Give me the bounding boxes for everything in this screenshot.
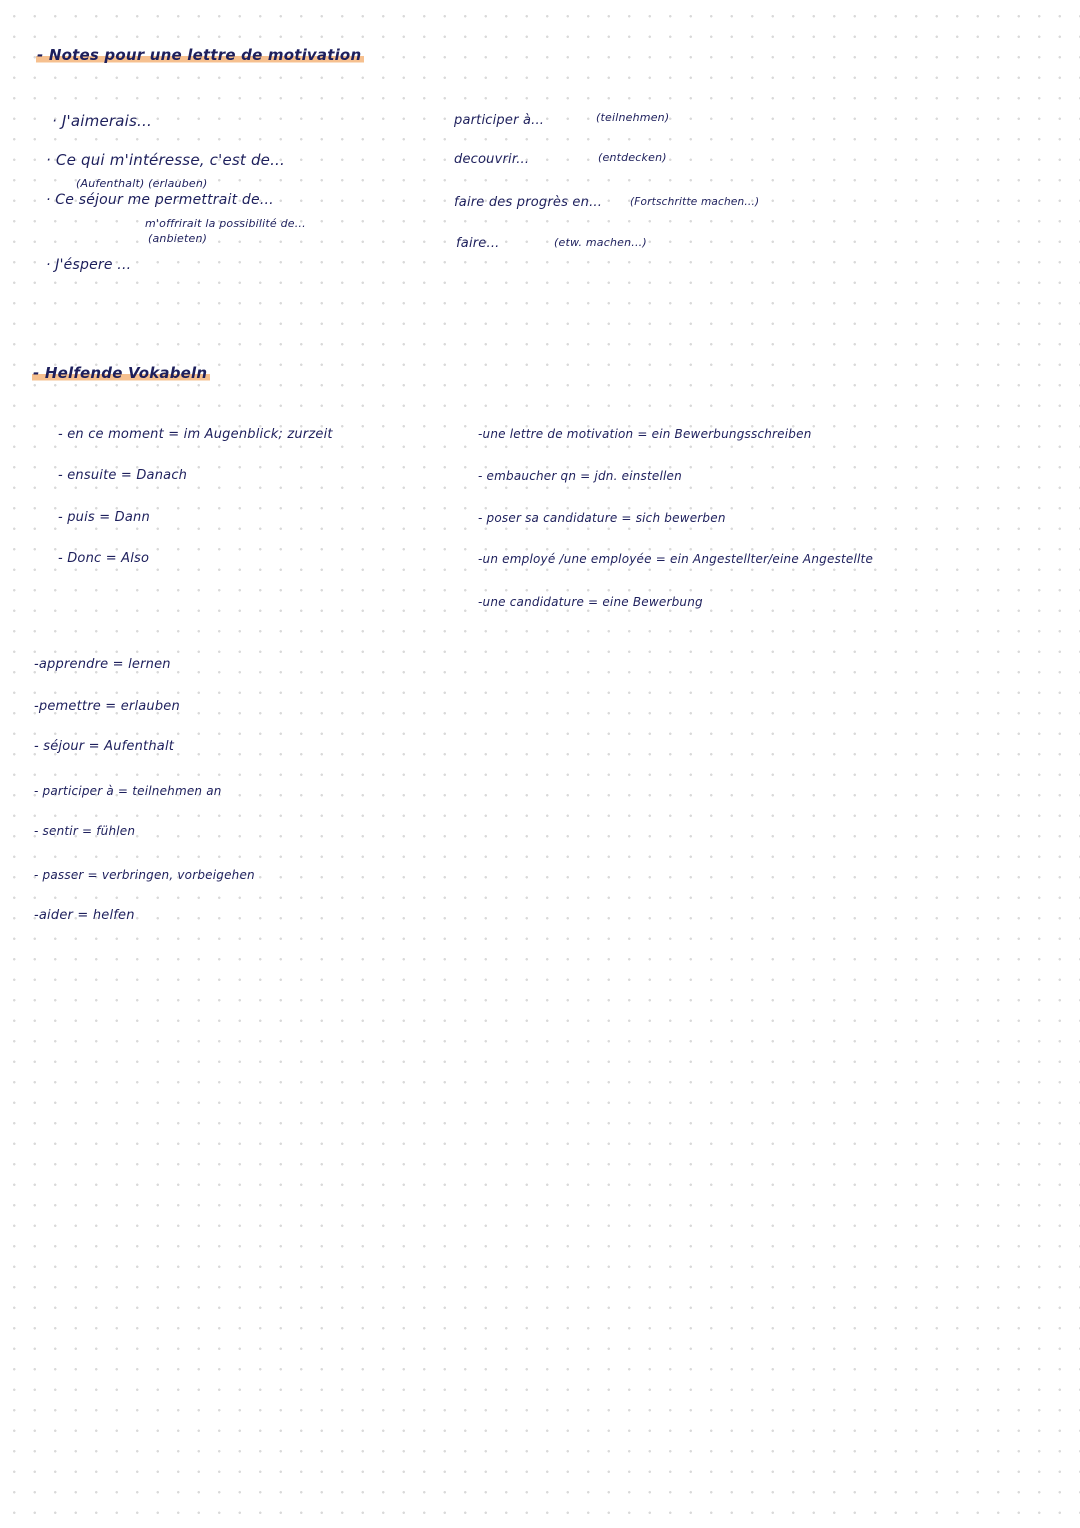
- gloss-etw-machen: (etw. machen...): [554, 236, 647, 249]
- gloss-entdecken: (entdecken): [598, 151, 667, 164]
- vocab-left-item: - Donc = Also: [58, 551, 150, 566]
- phrase-interesse: · Ce qui m'intéresse, c'est de...: [46, 151, 285, 169]
- phrase-espere: · J'éspere ...: [46, 257, 132, 273]
- vocab-right-item: -un employé /une employée = ein Angestellter/eine Angestellte: [478, 552, 874, 566]
- gloss-teilnehmen: (teilnehmen): [596, 111, 670, 124]
- phrase-offrirait: m'offrirait la possibilité de...: [145, 217, 306, 230]
- vocab-right-item: - poser sa candidature = sich bewerben: [478, 511, 726, 525]
- phrase-sejour: · Ce séjour me permettrait de...: [46, 192, 274, 208]
- phrase-decouvrir: decouvrir...: [454, 152, 530, 167]
- vocab-left-item: - puis = Dann: [58, 510, 150, 525]
- vocab-bottom-item: - sentir = fühlen: [34, 824, 136, 838]
- vocab-bottom-item: - séjour = Aufenthalt: [34, 739, 175, 754]
- vocab-heading: [32, 366, 210, 381]
- vocab-heading-text: - Helfende Vokabeln: [32, 364, 210, 382]
- vocab-bottom-item: -apprendre = lernen: [34, 657, 171, 672]
- vocab-bottom-item: - participer à = teilnehmen an: [34, 784, 222, 798]
- vocab-right-item: -une candidature = eine Bewerbung: [478, 595, 703, 609]
- gloss-anbieten: (anbieten): [148, 232, 208, 245]
- vocab-right-item: -une lettre de motivation = ein Bewerbungsschreiben: [478, 427, 812, 441]
- phrase-faire: faire...: [456, 236, 500, 251]
- phrase-aimerais: · J'aimerais...: [52, 112, 152, 130]
- phrase-participer: participer à...: [454, 113, 545, 128]
- notes-heading-text: - Notes pour une lettre de motivation: [36, 46, 364, 64]
- gloss-aufenthalt-erlauben: (Aufenthalt) (erlauben): [76, 177, 208, 190]
- vocab-right-item: - embaucher qn = jdn. einstellen: [478, 469, 682, 483]
- vocab-bottom-item: -pemettre = erlauben: [34, 699, 180, 714]
- vocab-bottom-item: -aider = helfen: [34, 908, 135, 923]
- vocab-bottom-item: - passer = verbringen, vorbeigehen: [34, 868, 255, 882]
- vocab-left-item: - ensuite = Danach: [58, 468, 188, 483]
- notes-heading: [36, 48, 364, 63]
- vocab-left-item: - en ce moment = im Augenblick; zurzeit: [58, 427, 333, 442]
- gloss-fortschritte: (Fortschritte machen...): [630, 196, 760, 208]
- phrase-progres: faire des progrès en...: [454, 195, 603, 210]
